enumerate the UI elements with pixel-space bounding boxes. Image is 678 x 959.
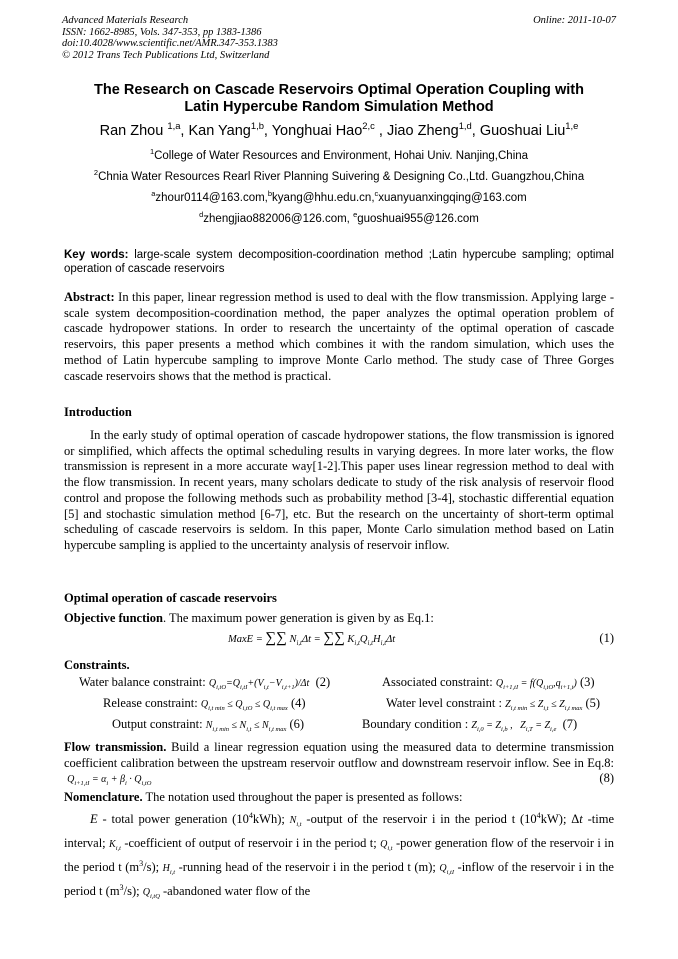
flow-transmission-paragraph [64,740,614,788]
nomenclature-body: E - total power generation $(10^4kWh)$; $N_{i,t}$ -output of the reservoir i in the period t $(10^4kW)$; Δt -time interval; $K_{i,t}$ -coefficient of output of reservoir i in the period t; $Q_{i,t}$ -power generation flow of the reservoir i in the period t $(m^3/s)$; $H_{i,t}$ -running head of the reservoir i in the period t (m); $Q_{i,tI}$ -inflow of the reservoir i in the period t $(m^3/s)$; $Q_{i,tQ}$ -abandoned water flow of the [64,810,615,900]
nomenclature-heading [64,790,614,806]
equation-8-number: (8) [599,771,614,785]
constraint-boundary: Boundary condition : $Z_{i,0} = Z_{i,b}$ , $Z_{i,T} = Z_{i,e}$ (7) [362,717,578,733]
title-line-2: Latin Hypercube Random Simulation Method [184,99,494,115]
paper-title [40,82,638,116]
affiliation-1: $^1$College of Water Resources and Environment, Hohai Univ. Nanjing,China [149,147,529,162]
author-affil: 1,e [565,120,579,132]
author-affil: 1,a [167,120,181,132]
doi-line: doi:10.4028/www.scientific.net/AMR.347-353.1383 [62,38,278,49]
equation-1-number: (1) [599,631,614,645]
author-name: Kan Yang [188,123,251,139]
constraints-heading: Constraints. [64,658,130,672]
objective-text: . The maximum power generation is given by as Eq.1: [162,611,434,625]
author-affil: 1,b [250,120,264,132]
intro-paragraph: In the early study of optimal operation of cascade hydropower stations, the flow transmission is ignored or simplified, which affects the optimal scheduling results in varying degrees. In more later works, the flow transmission is represent in a more accurate way[1-2].This paper uses linear regression method to deal with the flow transmission. In recent years, many scholars dedicate to study of the risk analysis of reservoir flood control and propose the following methods such as probability method [3-4], stochastic differential equation [5] and stochastic simulation method [6-7], etc. But the research on the uncertainty of short-term optimal scheduling of cascade reservoirs is seldom. In this paper, Monte Carlo simulation method based on Latin hypercube sampling is applied to the uncertainty analysis of reservoir inflow. [64,428,614,552]
opt-heading: Optimal operation of cascade reservoirs [64,591,277,605]
author-name: Jiao Zheng [386,123,459,139]
author-affil: 2,c [362,120,375,132]
equation-1: MaxE = ∑∑ $N_{i,t}\Delta t$ = ∑∑ $K_{i,t}Q_{i,t}H_{i,t}\Delta t$ [228,630,396,648]
keywords-text: large-scale system decomposition-coordination method ;Latin hypercube sampling; optimal operation of cascade reservoirs [64,249,614,275]
keywords [64,248,614,276]
online-date: Online: 2011-10-07 [533,15,616,26]
objective-paragraph [64,611,614,627]
copyright-line: © 2012 Trans Tech Publications Ltd, Switzerland [62,49,270,61]
constraint-output: Output constraint: $N_{i,t min} \le N_{i,t} \le N_{i,t max}$ (6) [112,717,305,733]
abstract [64,290,614,384]
constraint-water-level: Water level constraint : $Z_{i,t min} \le Z_{i,t} \le Z_{i,t max}$ (5) [386,696,601,712]
constraint-water-balance: Water balance constraint: $Q_{i,tO}=Q_{i,tI}+(V_{i,t}-V_{i,t+1})/\Delta t$ (2) [79,675,331,691]
flow-label: Flow transmission. [64,740,167,754]
title-line-1: The Research on Cascade Reservoirs Optimal Operation Coupling with [94,82,584,98]
equation-8: $Q_{i+1,tI} = \alpha_i + \beta_i \cdot Q_{i,tO}$ [67,774,152,788]
author-name: Yonghuai Hao [271,123,363,139]
email-line-2: $^d$zhengjiao882006@126.com, $^e$guoshuai955@126.com [199,210,479,225]
nomenclature-label: Nomenclature. [64,790,143,804]
author-name: Guoshuai Liu [479,123,566,139]
email-line-1: $^a$zhour0114@163.com,$^b$kyang@hhu.edu.cn,$^c$xuanyuanxingqing@163.com [151,189,527,204]
issn-line: ISSN: 1662-8985, Vols. 347-353, pp 1383-1386 [62,26,262,38]
author-affil: 1,d [458,120,472,132]
nomenclature-intro: The notation used throughout the paper is presented as follows: [142,790,463,804]
author-list: Ran Zhou $^{1,a}$, Kan Yang$^{1,b}$, Yonghuai Hao$^{2,c}$ , Jiao Zheng$^{1,d}$, Guoshuai Liu$^{1,e}$ [99,120,579,139]
constraint-release: Release constraint: $Q_{i,t min} \le Q_{i,tO} \le Q_{i,t max}$ (4) [103,696,306,712]
objective-label: Objective function [64,611,163,625]
constraint-associated: Associated constraint: $Q_{i+1,tI} = f(Q_{i,tO},q_{i+1,t})$ (3) [382,675,595,691]
abstract-text: In this paper, linear regression method is used to deal with the flow transmission. Applying large -scale system decomposition-coordination method, the paper analyzes the optimal operation problem of cascade hydropower stations. In order to research the uncertainty of the optimal operation of cascade reservoirs, this paper presents a method which combines it with the random simulation, which uses the method of Latin hypercube sampling to improve Monte Carlo method. The study case of Three Gorges cascade reservoirs shows that the method is practical. [64,290,614,383]
keywords-label: Key words: [64,249,129,261]
flow-text: Build a linear regression equation using the measured data to determine transmission coefficient calibration between the upstream reservoir outflow and downstream reservoir inflow. See in Eq.8: [64,740,615,770]
journal-name: Advanced Materials Research [62,15,189,26]
author-name: Ran Zhou [99,123,164,139]
intro-heading: Introduction [64,405,132,419]
abstract-label: Abstract: [64,290,115,304]
affiliation-2: $^2$Chnia Water Resources Rearl River Planning Suivering & Designing Co.,Ltd. Guangzhou,China [93,168,585,183]
